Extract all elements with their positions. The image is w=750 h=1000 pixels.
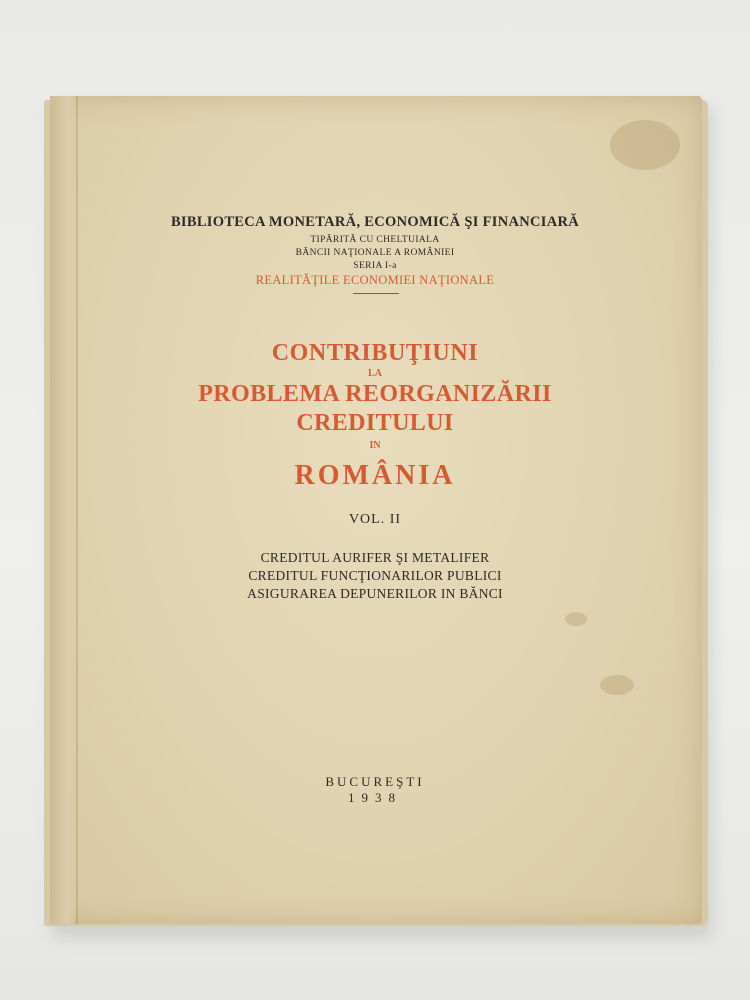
series-subtitle: REALITĂŢILE ECONOMIEI NAŢIONALE <box>255 273 495 287</box>
subject-line: CREDITUL AURIFER ŞI METALIFER <box>260 550 490 565</box>
publication-year: 1938 <box>348 790 402 805</box>
title-line-creditului: CREDITULUI <box>296 410 454 436</box>
series-number: SERIA I-a <box>353 261 397 271</box>
printed-by-line1: TIPĂRITĂ CU CHELTUIALA <box>310 235 440 245</box>
title-line-contributiuni: CONTRIBUŢIUNI <box>271 340 479 366</box>
subject-line: CREDITUL FUNCŢIONARILOR PUBLICI <box>248 568 502 583</box>
printed-by-line2: BĂNCII NAŢIONALE A ROMÂNIEI <box>295 248 455 258</box>
title-line-la: LA <box>368 368 382 379</box>
stain-right-small <box>565 612 587 626</box>
stain-top-right <box>610 120 680 170</box>
divider-rule <box>353 293 399 294</box>
title-line-romania: ROMÂNIA <box>294 460 456 491</box>
title-line-in: IN <box>369 440 381 451</box>
volume-label: VOL. II <box>348 512 402 527</box>
title-line-problema: PROBLEMA REORGANIZĂRII <box>198 381 552 407</box>
series-title: BIBLIOTECA MONETARĂ, ECONOMICĂ ŞI FINANCIARĂ <box>170 214 580 230</box>
stain-right-mid <box>600 675 634 695</box>
subject-line: ASIGURAREA DEPUNERILOR IN BĂNCI <box>247 586 503 601</box>
publication-city: BUCUREŞTI <box>325 774 425 789</box>
